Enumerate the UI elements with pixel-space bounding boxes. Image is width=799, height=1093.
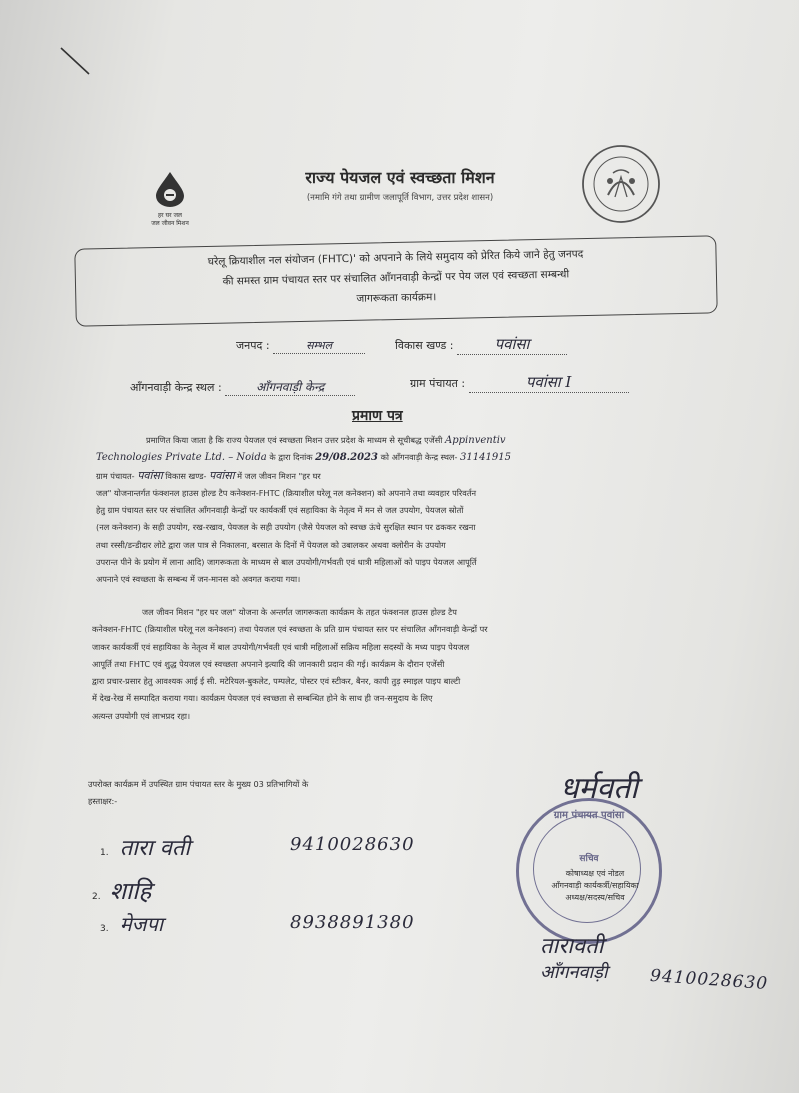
p2-line-4: आपूर्ति तथा FHTC एवं शुद्ध पेयजल एवं स्वच्छता अपनाने इत्यादि की जानकारी प्रदान की गई। कार्यक्रम के दौरान एजेंसी <box>92 658 445 669</box>
p2-line-2: कनेक्शन-FHTC (क्रियाशील घरेलू नल कनेक्शन) तथा पेयजल एवं स्वच्छता के प्रति ग्राम पंचायत स्तर पर संचालित आँगनवाड़ी केन्द्रों पर <box>92 624 488 635</box>
p1-line-2c: को आँगनवाड़ी केन्द्र स्थल- <box>380 452 458 463</box>
p1-line-3c: में जल जीवन मिशन "हर घर <box>237 470 321 481</box>
header-subtitle: (नमामि गंगे तथा ग्रामीण जलापूर्ति विभाग, उत्तर प्रदेश शासन) <box>306 193 494 203</box>
participant-signature: मेजपा <box>119 912 164 936</box>
p1-line-9: अपनाने एवं स्वच्छता के सम्बन्ध में जन-मानस को अवगत कराया गया। <box>96 574 301 585</box>
participant-number: 2. <box>92 892 101 902</box>
gram-panchayat-label: ग्राम पंचायत : <box>410 377 466 390</box>
anganwadi-phone: 9410028630 <box>649 965 769 995</box>
participant-signature: तारा वती <box>119 836 191 861</box>
participants-intro-line-1: उपरोक्त कार्यक्रम में उपस्थित ग्राम पंचायत स्तर के मुख्य 03 प्रतिभागियों के <box>88 779 309 789</box>
vikas-khand-label: विकास खण्ड : <box>395 339 454 352</box>
seal-top-text: ग्राम पंचायत पवांसा <box>553 810 625 821</box>
participant-row <box>100 910 520 937</box>
p1-line-8: उपरान्त पीने के प्रयोग में लाना आदि) जागरूकता के माध्यम से बाल उपयोगी/गर्भवती एवं धात्री महिलाओं को पाइप पेयजल आपूर्ति <box>96 557 477 568</box>
logo-tagline-2: जल जीवन मिशन <box>151 220 189 227</box>
seal-caption-line-2: आँगनवाड़ी कार्यकर्त्री/सहायिका <box>551 881 639 890</box>
program-date: 29/08.2023 <box>315 452 378 464</box>
p1-line-5: हेतु ग्राम पंचायत स्तर पर संचालित आँगनवाड़ी केन्द्रों पर कार्यकर्त्री एवं सहायिका के नेतृत्व में मन से जल उपयोग, पेयजल स्रोतों <box>96 505 464 516</box>
p1-block: पवांसा <box>209 468 235 482</box>
anganwadi-role-handwritten: आँगनवाड़ी <box>540 962 608 983</box>
participant-signature: शाहि <box>109 877 152 905</box>
p2-line-7: अत्यन्त उपयोगी एवं लाभप्रद रहा। <box>92 710 191 721</box>
p2-line-1: जल जीवन मिशन "हर घर जल" योजना के अन्तर्गत जागरूकता कार्यक्रम के तहत फंक्शनल हाउस होल्ड टैप <box>142 607 457 617</box>
janpad-label: जनपद : <box>236 339 270 352</box>
water-drop-icon <box>140 168 200 208</box>
p2-line-3: जाकर कार्यकर्त्री एवं सहायिका के नेतृत्व में बाल उपयोगी/गर्भवती एवं धात्री महिलाओं सक्रिय महिला सदस्यों के मध्य पाइप पेयजल <box>92 641 470 652</box>
jal-jeevan-mission-logo <box>140 168 200 230</box>
vikas-khand-value: पवांसा <box>457 334 567 355</box>
subject-line-3: जागरूकता कार्यक्रम। <box>356 291 437 305</box>
logo-tagline-1: हर घर जल <box>158 212 182 219</box>
header-title: राज्य पेयजल एवं स्वच्छता मिशन <box>305 168 495 187</box>
participant-phone: 8938891380 <box>290 912 415 933</box>
participant-number: 1. <box>100 848 109 858</box>
pen-stroke-mark <box>55 42 95 82</box>
agency-name: Appinventiv <box>445 435 506 446</box>
participant-row <box>92 874 512 907</box>
p2-line-6: में देख-रेख में सम्पादित कराया गया। कार्यक्रम पेयजल एवं स्वच्छता से सम्बन्धित होने के साथ ही जन-समुदाय के लिए <box>92 693 433 704</box>
p1-village: पवांसा <box>137 468 163 482</box>
p1-line-1: प्रमाणित किया जाता है कि राज्य पेयजल एवं स्वच्छता मिशन उत्तर प्रदेश के माध्यम से सूचीबद्ध एजेंसी <box>146 435 443 445</box>
anganwadi-signature: तारावती <box>540 934 604 959</box>
p1-line-7: तथा रस्सी/डन्डीदार लोटे द्वारा जल पात्र से निकालना, बरसात के दिनों में पेयजल को उबालकर अथवा क्लोरीन के उपयोग <box>96 539 446 550</box>
subject-line-1: घरेलू क्रियाशील नल संयोजन (FHTC)' को अपनाने के लिये समुदाय को प्रेरित किये जाने हेतु जनपद <box>207 248 584 268</box>
p1-line-3b: विकास खण्ड- <box>165 470 207 481</box>
anganwadi-label: आँगनवाड़ी केन्द्र स्थल : <box>130 381 222 394</box>
participants-intro <box>88 776 468 811</box>
seal-caption <box>500 868 690 904</box>
participants-intro-line-2: हस्ताक्षर:- <box>88 796 118 807</box>
gram-panchayat-value: पवांसा I <box>469 372 629 393</box>
anganwadi-code: 31141915 <box>460 452 511 464</box>
subject-line-2: की समस्त ग्राम पंचायत स्तर पर संचालित आँगनवाड़ी केन्द्रों पर पेय जल एवं स्वच्छता सम्बन्धी <box>222 268 570 288</box>
header <box>220 166 580 203</box>
pradhan-signature: धर्मवती <box>560 771 638 806</box>
p1-line-2b: के द्वारा दिनांक <box>269 452 313 463</box>
company-name: Technologies Private Ltd. – Noida <box>96 452 267 464</box>
document-title: प्रमाण पत्र <box>352 408 403 424</box>
subject-box <box>74 235 717 326</box>
anganwadi-value: आँगनवाड़ी केन्द्र <box>225 378 355 396</box>
seal-caption-line-1: कोषाध्यक्ष एवं नोडल <box>565 869 625 878</box>
janpad-field <box>236 338 365 354</box>
seal-mid-text: सचिव <box>579 854 599 864</box>
p1-line-6: (नल कनेक्शन) के सही उपयोग, रख-रखाव, पेयजल के सही उपयोग (जैसे पेयजल को स्वच्छ ऊंचे सुरक्षित स्थान पर ढककर रखना <box>96 522 476 533</box>
seal-caption-line-3: अध्यक्ष/सदस्य/सचिव <box>565 893 625 902</box>
body-paragraph-1 <box>96 432 726 589</box>
body-paragraph-2 <box>92 604 732 725</box>
p2-line-5: द्वारा प्रचार-प्रसार हेतु आवश्यक आई ई सी. मटेरियल-बुकलेट, पम्पलेट, पोस्टर एवं स्टीकर, बैनर, कापी तुड़ स्माइल पाइप बाल्टी <box>92 676 461 687</box>
participant-row <box>100 832 520 862</box>
anganwadi-field <box>130 378 355 396</box>
vikas-khand-field <box>395 334 567 355</box>
p1-line-4: जल" योजनान्तर्गत फंक्शनल हाउस होल्ड टैप कनेक्शन-FHTC (क्रियाशील घरेलू नल कनेक्शन) को अपनाने तथा व्यवहार परिवर्तन <box>96 487 477 498</box>
gram-panchayat-field <box>410 372 629 393</box>
janpad-value: सम्भल <box>273 338 365 354</box>
participant-number: 3. <box>100 924 109 934</box>
up-govt-emblem <box>580 143 662 225</box>
participant-phone: 9410028630 <box>290 834 415 855</box>
p1-line-3a: ग्राम पंचायत- <box>96 470 135 481</box>
